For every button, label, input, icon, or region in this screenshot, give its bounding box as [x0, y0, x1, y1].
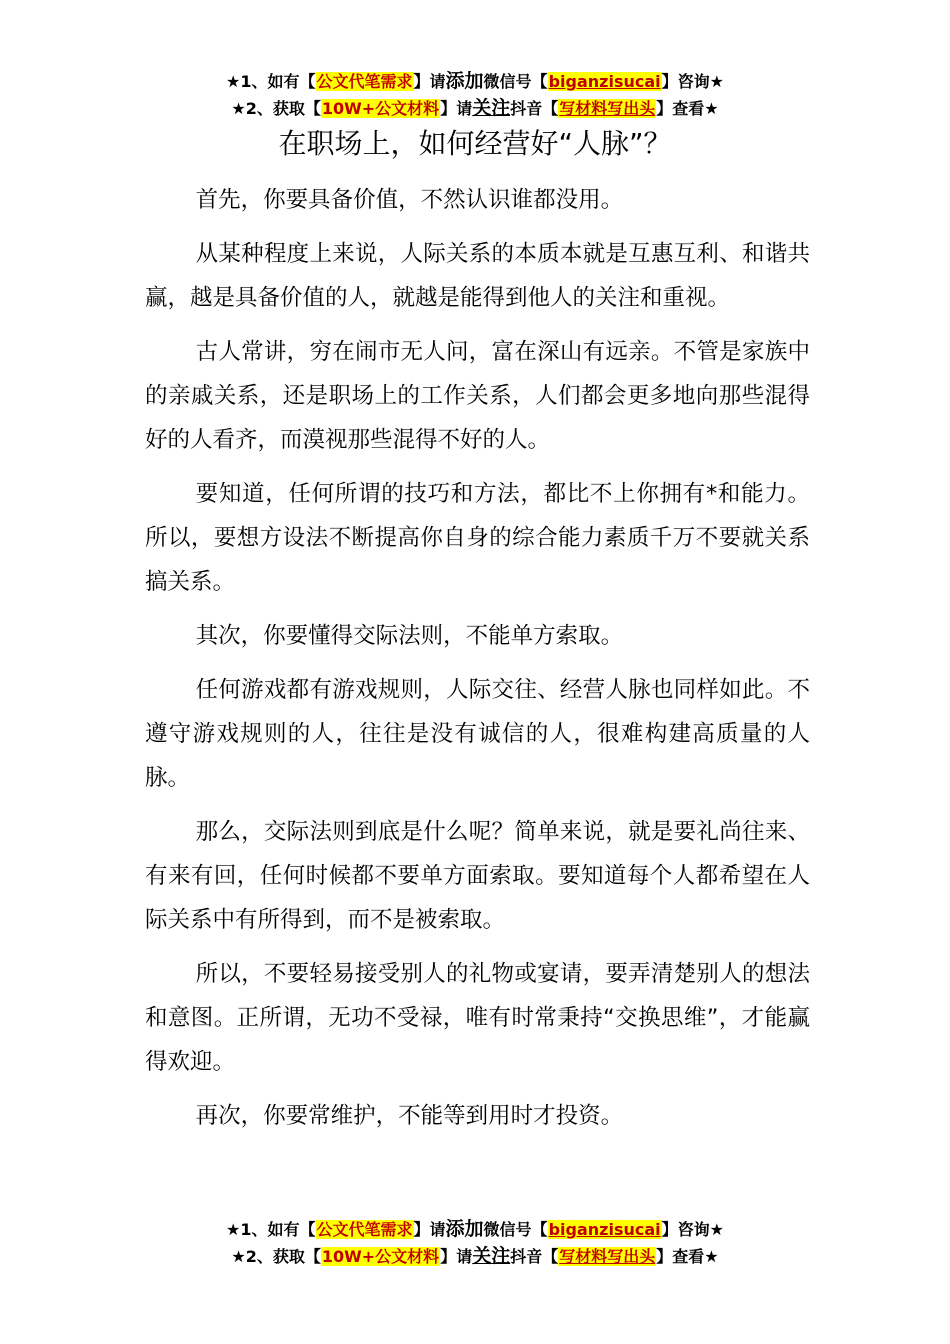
banner-text: ★2、获取【 — [231, 99, 321, 118]
banner-emphasis: 添加 — [445, 1218, 484, 1240]
banner-text: 】咨询★ — [661, 1220, 724, 1239]
douyin-account-link[interactable]: 写材料写出头 — [559, 99, 656, 118]
banner-line-2 — [0, 1243, 950, 1270]
banner-text: 】查看★ — [656, 1247, 719, 1266]
paragraph: 再次，你要常维护，不能等到用时才投资。 — [195, 1103, 624, 1129]
footer-banner — [0, 1216, 950, 1270]
banner-text: ★2、获取【 — [231, 1247, 321, 1266]
banner-text: ★1、如有【 — [226, 72, 316, 91]
banner-text: 】查看★ — [656, 99, 719, 118]
douyin-account-link[interactable]: 写材料写出头 — [559, 1247, 656, 1266]
banner-text: ★1、如有【 — [226, 1220, 316, 1239]
banner-text: 】请 — [440, 1247, 473, 1266]
banner-text: 】请 — [440, 99, 473, 118]
banner-line-2 — [0, 95, 950, 122]
banner-text: 】咨询★ — [661, 72, 724, 91]
highlight-materials: 10W+公文材料 — [321, 99, 440, 118]
banner-text: 抖音【 — [510, 1247, 559, 1266]
document-title: 在职场上，如何经营好“人脉”？ — [278, 127, 672, 160]
paragraph: 从某种程度上来说，人际关系的本质本就是互惠互利、和谐共赢，越是具备价值的人，就越是能得到他人的关注和重视。 — [145, 241, 810, 311]
banner-emphasis: 添加 — [445, 70, 484, 92]
banner-emphasis: 关注 — [472, 97, 511, 119]
paragraph: 首先，你要具备价值，不然认识谁都没用。 — [195, 187, 624, 213]
banner-text: 】请 — [413, 72, 446, 91]
paragraph: 所以，不要轻易接受别人的礼物或宴请，要弄清楚别人的想法和意图。正所谓，无功不受禄，唯有时常秉持“交换思维”，才能赢得欢迎。 — [145, 961, 810, 1075]
highlight-service: 公文代笔需求 — [316, 72, 413, 91]
banner-text: 抖音【 — [510, 99, 559, 118]
paragraph: 任何游戏都有游戏规则，人际交往、经营人脉也同样如此。不遵守游戏规则的人，往往是没有诚信的人，很难构建高质量的人脉。 — [145, 677, 810, 791]
paragraph: 其次，你要懂得交际法则，不能单方索取。 — [195, 623, 624, 649]
paragraph: 那么，交际法则到底是什么呢？简单来说，就是要礼尚往来、有来有回，任何时候都不要单方面索取。要知道每个人都希望在人际关系中有所得到，而不是被索取。 — [145, 819, 810, 933]
paragraph: 古人常讲，穷在闹市无人问，富在深山有远亲。不管是家族中的亲戚关系，还是职场上的工作关系，人们都会更多地向那些混得好的人看齐，而漠视那些混得不好的人。 — [145, 339, 810, 453]
banner-text: 微信号【 — [483, 72, 548, 91]
banner-text: 】请 — [413, 1220, 446, 1239]
wechat-id-link[interactable]: biganzisucai — [548, 1220, 661, 1239]
banner-line-1 — [0, 68, 950, 95]
paragraph: 要知道，任何所谓的技巧和方法，都比不上你拥有*和能力。所以，要想方设法不断提高你自身的综合能力素质千万不要就关系搞关系。 — [145, 481, 810, 595]
header-banner — [0, 68, 950, 122]
banner-line-1 — [0, 1216, 950, 1243]
highlight-service: 公文代笔需求 — [316, 1220, 413, 1239]
document-body — [145, 178, 810, 1148]
banner-text: 微信号【 — [483, 1220, 548, 1239]
banner-emphasis: 关注 — [472, 1245, 511, 1267]
wechat-id-link[interactable]: biganzisucai — [548, 72, 661, 91]
highlight-materials: 10W+公文材料 — [321, 1247, 440, 1266]
